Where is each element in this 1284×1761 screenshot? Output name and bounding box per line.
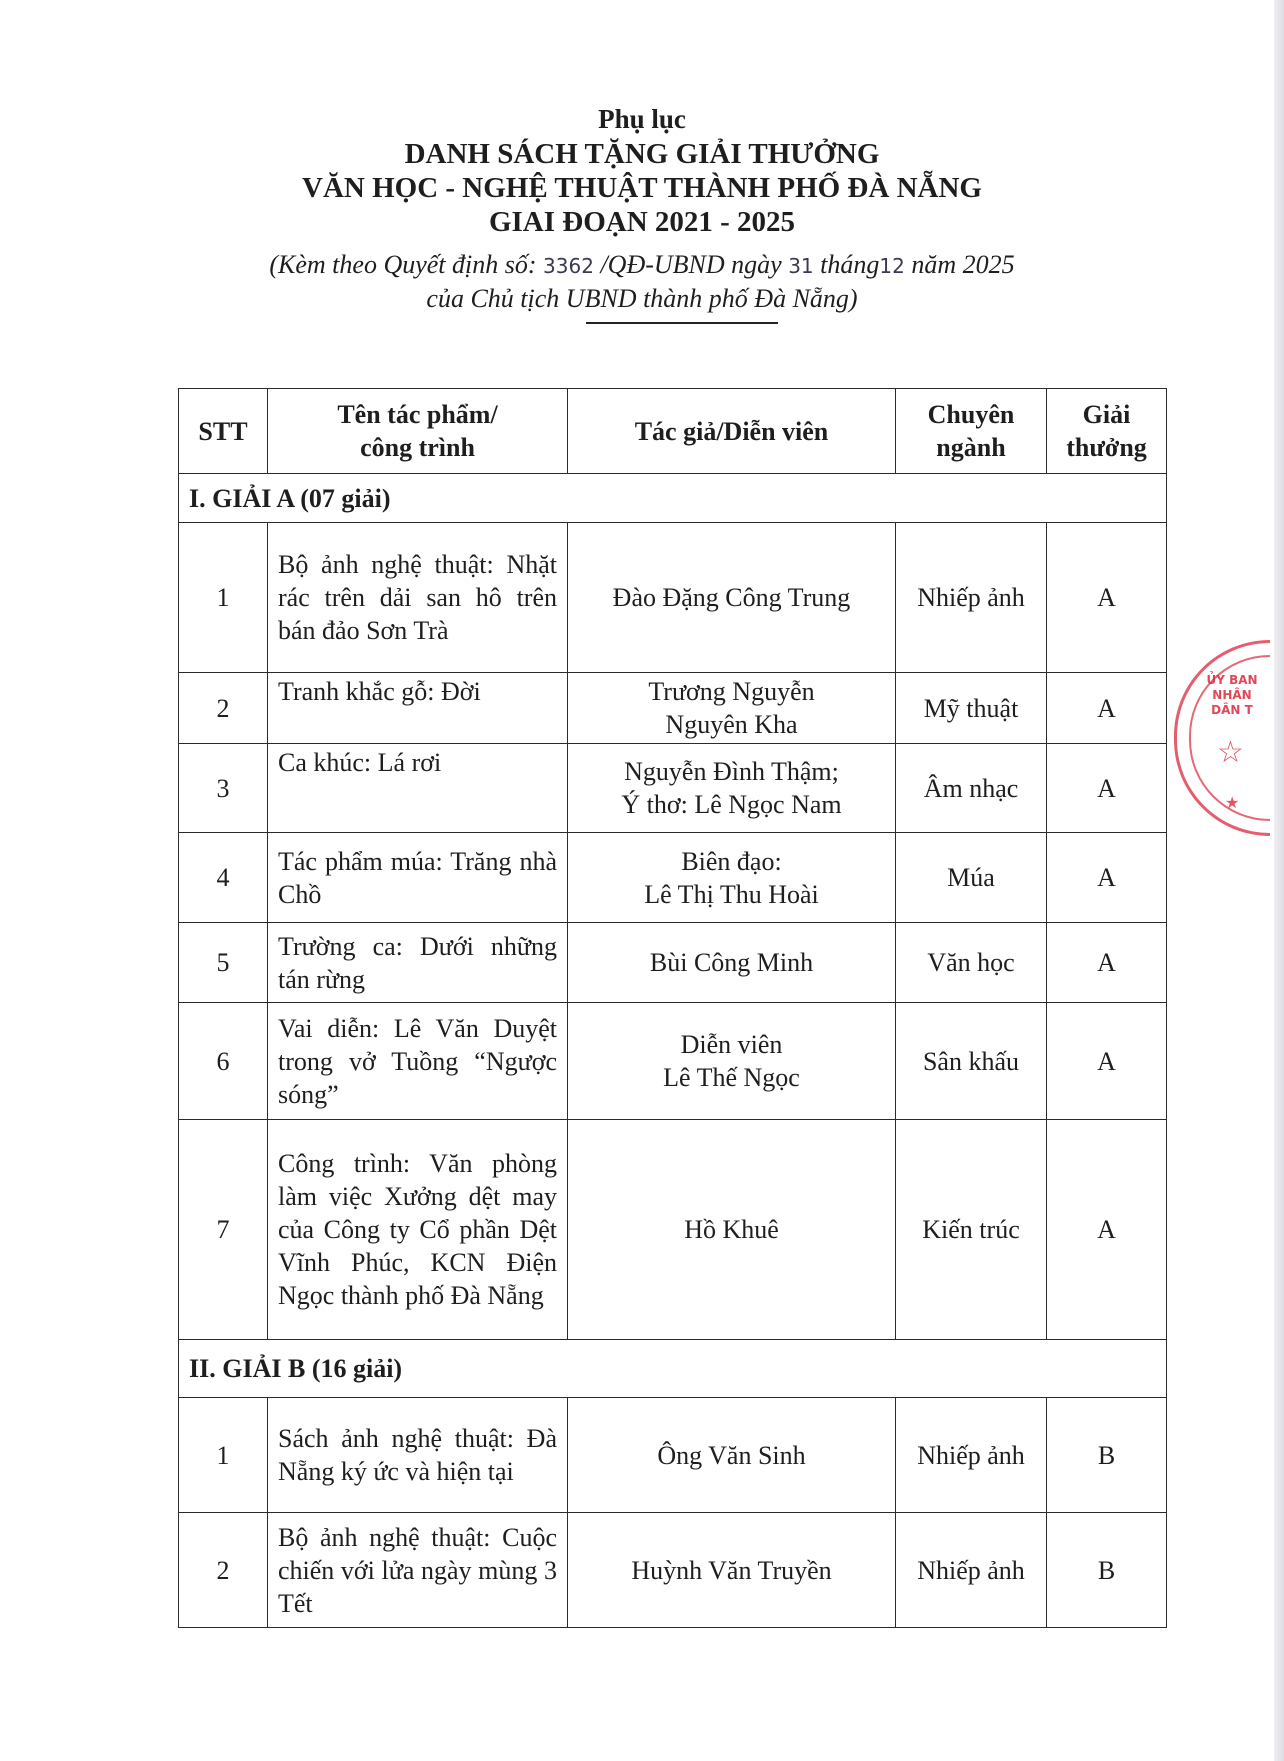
row-field: Kiến trúc [896, 1120, 1047, 1340]
row-stt: 4 [179, 833, 268, 923]
header-field-line-1: Chuyên [927, 400, 1015, 429]
table-row [179, 1120, 1167, 1340]
table-body [179, 474, 1167, 1628]
seal-text: ỦY BAN NHÂN DÂN T [1206, 673, 1258, 717]
section-row [179, 1340, 1167, 1398]
author-line: Biên đạo: [681, 846, 782, 876]
header-title-line-1: Tên tác phẩm/ [337, 400, 498, 429]
row-prize: B [1047, 1513, 1167, 1628]
seal-star-icon: ☆ [1217, 736, 1244, 769]
row-title: Vai diễn: Lê Văn Duyệt trong vở Tuồng “Ngược sóng” [268, 1003, 568, 1120]
author-line: Đào Đặng Công Trung [612, 583, 851, 612]
row-title: Tranh khắc gỗ: Đời [268, 673, 568, 744]
row-prize: A [1047, 833, 1167, 923]
row-prize: A [1047, 1120, 1167, 1340]
row-author [568, 1513, 896, 1628]
appendix-label: Phụ lục [598, 104, 686, 134]
row-field: Văn học [896, 923, 1047, 1003]
row-stt: 3 [179, 744, 268, 833]
row-author [568, 1398, 896, 1513]
row-title: Trường ca: Dưới những tán rừng [268, 923, 568, 1003]
row-prize: A [1047, 523, 1167, 673]
header-author: Tác giả/Diễn viên [568, 389, 896, 474]
table-row [179, 1003, 1167, 1120]
author-line: Ý thơ: Lê Ngọc Nam [621, 790, 842, 819]
table-row [179, 1513, 1167, 1628]
subtitle-line-1 [0, 248, 1284, 283]
header-field [896, 389, 1047, 474]
table-row [179, 673, 1167, 744]
row-author [568, 923, 896, 1003]
decision-number: 3362 [543, 254, 594, 278]
decision-day: 31 [788, 254, 814, 278]
row-title: Sách ảnh nghệ thuật: Đà Nẵng ký ức và hiện tại [268, 1398, 568, 1513]
decision-month: 12 [879, 254, 905, 278]
author-line: Huỳnh Văn Truyền [631, 1555, 832, 1585]
header-title [268, 389, 568, 474]
title-line-3: GIAI ĐOẠN 2021 - 2025 [488, 206, 796, 238]
decision-suffix: /QĐ-UBND ngày [593, 250, 789, 279]
official-seal [1174, 640, 1270, 836]
subtitle-line-2: của Chủ tịch UBND thành phố Đà Nẵng) [426, 284, 858, 313]
header-prize [1047, 389, 1167, 474]
author-line: Diễn viên [680, 1030, 783, 1059]
awards-table [178, 388, 1167, 1628]
row-stt: 1 [179, 1398, 268, 1513]
month-label: tháng [813, 250, 880, 279]
row-field: Múa [896, 833, 1047, 923]
row-author [568, 1120, 896, 1340]
section-label: II. GIẢI B (16 giải) [179, 1340, 1167, 1398]
row-prize: B [1047, 1398, 1167, 1513]
row-prize: A [1047, 744, 1167, 833]
row-author [568, 523, 896, 673]
row-stt: 1 [179, 523, 268, 673]
row-field: Sân khấu [896, 1003, 1047, 1120]
row-title: Ca khúc: Lá rơi [268, 744, 568, 833]
section-row [179, 474, 1167, 523]
row-field: Mỹ thuật [896, 673, 1047, 744]
header-stt: STT [179, 389, 268, 474]
header-title-line-2: công trình [360, 433, 475, 462]
author-line: Lê Thị Thu Hoài [644, 879, 819, 909]
row-stt: 7 [179, 1120, 268, 1340]
row-stt: 2 [179, 1513, 268, 1628]
table-header-row [179, 389, 1167, 474]
row-author [568, 833, 896, 923]
header-prize-line-2: thưởng [1066, 433, 1147, 462]
author-line: Hồ Khuê [684, 1215, 779, 1244]
row-title: Công trình: Văn phòng làm việc Xưởng dệt may của Công ty Cổ phần Dệt Vĩnh Phúc, KCN Điện Ngọc thành phố Đà Nẵng [268, 1120, 568, 1340]
author-line: Lê Thế Ngọc [663, 1063, 800, 1092]
table-row [179, 923, 1167, 1003]
table-row [179, 523, 1167, 673]
row-author [568, 1003, 896, 1120]
header-field-line-2: ngành [936, 433, 1006, 462]
header-prize-line-1: Giải [1082, 400, 1131, 429]
row-author [568, 744, 896, 833]
author-line: Trương Nguyễn [648, 677, 815, 706]
header-divider [586, 322, 778, 324]
row-field: Nhiếp ảnh [896, 523, 1047, 673]
row-prize: A [1047, 673, 1167, 744]
row-field: Âm nhạc [896, 744, 1047, 833]
title-line-1: DANH SÁCH TẶNG GIẢI THƯỞNG [404, 138, 880, 170]
author-line: Bùi Công Minh [649, 948, 814, 977]
table-row [179, 833, 1167, 923]
row-stt: 6 [179, 1003, 268, 1120]
row-stt: 5 [179, 923, 268, 1003]
author-line: Nguyên Kha [665, 710, 798, 739]
author-line: Ông Văn Sinh [657, 1440, 806, 1470]
seal-small-star-icon: ★ [1225, 795, 1240, 812]
table-row [179, 1398, 1167, 1513]
table-row [179, 744, 1167, 833]
row-title: Tác phẩm múa: Trăng nhà Chồ [268, 833, 568, 923]
row-prize: A [1047, 1003, 1167, 1120]
row-stt: 2 [179, 673, 268, 744]
year-label: năm 2025 [904, 250, 1015, 279]
row-author [568, 673, 896, 744]
author-line: Nguyễn Đình Thậm; [624, 757, 839, 786]
subtitle-prefix: (Kèm theo Quyết định số: [269, 250, 544, 279]
row-field: Nhiếp ảnh [896, 1398, 1047, 1513]
row-field: Nhiếp ảnh [896, 1513, 1047, 1628]
section-label: I. GIẢI A (07 giải) [179, 474, 1167, 523]
title-line-2: VĂN HỌC - NGHỆ THUẬT THÀNH PHỐ ĐÀ NẴNG [302, 172, 982, 204]
row-prize: A [1047, 923, 1167, 1003]
row-title: Bộ ảnh nghệ thuật: Nhặt rác trên dải san hô trên bán đảo Sơn Trà [268, 523, 568, 673]
row-title: Bộ ảnh nghệ thuật: Cuộc chiến với lửa ngày mùng 3 Tết [268, 1513, 568, 1628]
